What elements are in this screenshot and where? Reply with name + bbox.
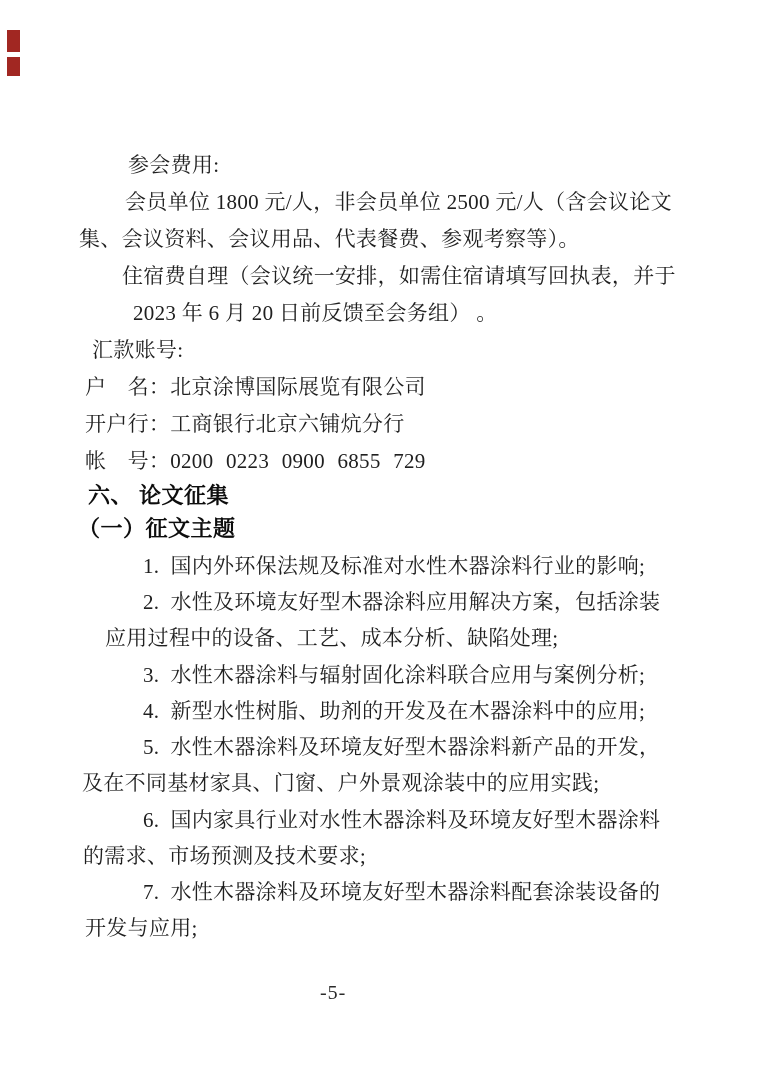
fee-body-line-2: 集、会议资料、会议用品、代表餐费、参观考察等）。	[79, 227, 580, 251]
account-name-value: 北京涂博国际展览有限公司	[170, 375, 426, 399]
topic-2-line-1: 2. 水性及环境友好型木器涂料应用解决方案，包括涂装	[143, 590, 661, 614]
topic-4: 4. 新型水性树脂、助剂的开发及在木器涂料中的应用;	[143, 699, 646, 723]
bank-label: 开户行：	[85, 412, 171, 436]
bank-value: 工商银行北京六铺炕分行	[170, 412, 405, 436]
topic-5-line-1: 5. 水性木器涂料及环境友好型木器涂料新产品的开发，	[143, 735, 661, 759]
red-stamp-mark-top	[7, 30, 20, 52]
lodging-line-1: 住宿费自理（会议统一安排，如需住宿请填写回执表，并于	[122, 264, 676, 288]
topic-6-line-1: 6. 国内家具行业对水性木器涂料及环境友好型木器涂料	[143, 808, 661, 832]
bank-row	[85, 412, 405, 436]
account-name-row	[85, 375, 426, 399]
account-name-label: 户 名：	[85, 375, 171, 399]
fee-body-line-1: 会员单位 1800 元/人，非会员单位 2500 元/人（含会议论文	[125, 190, 672, 214]
topic-7-line-2: 开发与应用;	[85, 916, 198, 940]
account-number-row	[85, 449, 426, 473]
account-number-value: 0200 0223 0900 6855 729	[170, 449, 426, 473]
fee-heading: 参会费用:	[128, 153, 220, 177]
topic-1: 1. 国内外环保法规及标准对水性木器涂料行业的影响;	[143, 554, 646, 578]
red-stamp-mark-bottom	[7, 57, 20, 76]
section-6-title: 六、 论文征集	[88, 483, 230, 508]
topic-5-line-2: 及在不同基材家具、门窗、户外景观涂装中的应用实践;	[82, 771, 600, 795]
lodging-line-2: 2023 年 6 月 20 日前反馈至会务组） 。	[133, 301, 498, 325]
topic-2-line-2: 应用过程中的设备、工艺、成本分析、缺陷处理;	[105, 626, 559, 650]
section-6-subsection: （一）征文主题	[78, 516, 236, 541]
remittance-heading: 汇款账号:	[92, 338, 184, 362]
account-number-label: 帐 号：	[85, 449, 171, 473]
topic-6-line-2: 的需求、市场预测及技术要求;	[83, 844, 367, 868]
topic-7-line-1: 7. 水性木器涂料及环境友好型木器涂料配套涂装设备的	[143, 880, 661, 904]
page-number: -5-	[320, 982, 347, 1004]
topic-3: 3. 水性木器涂料与辐射固化涂料联合应用与案例分析;	[143, 663, 646, 687]
